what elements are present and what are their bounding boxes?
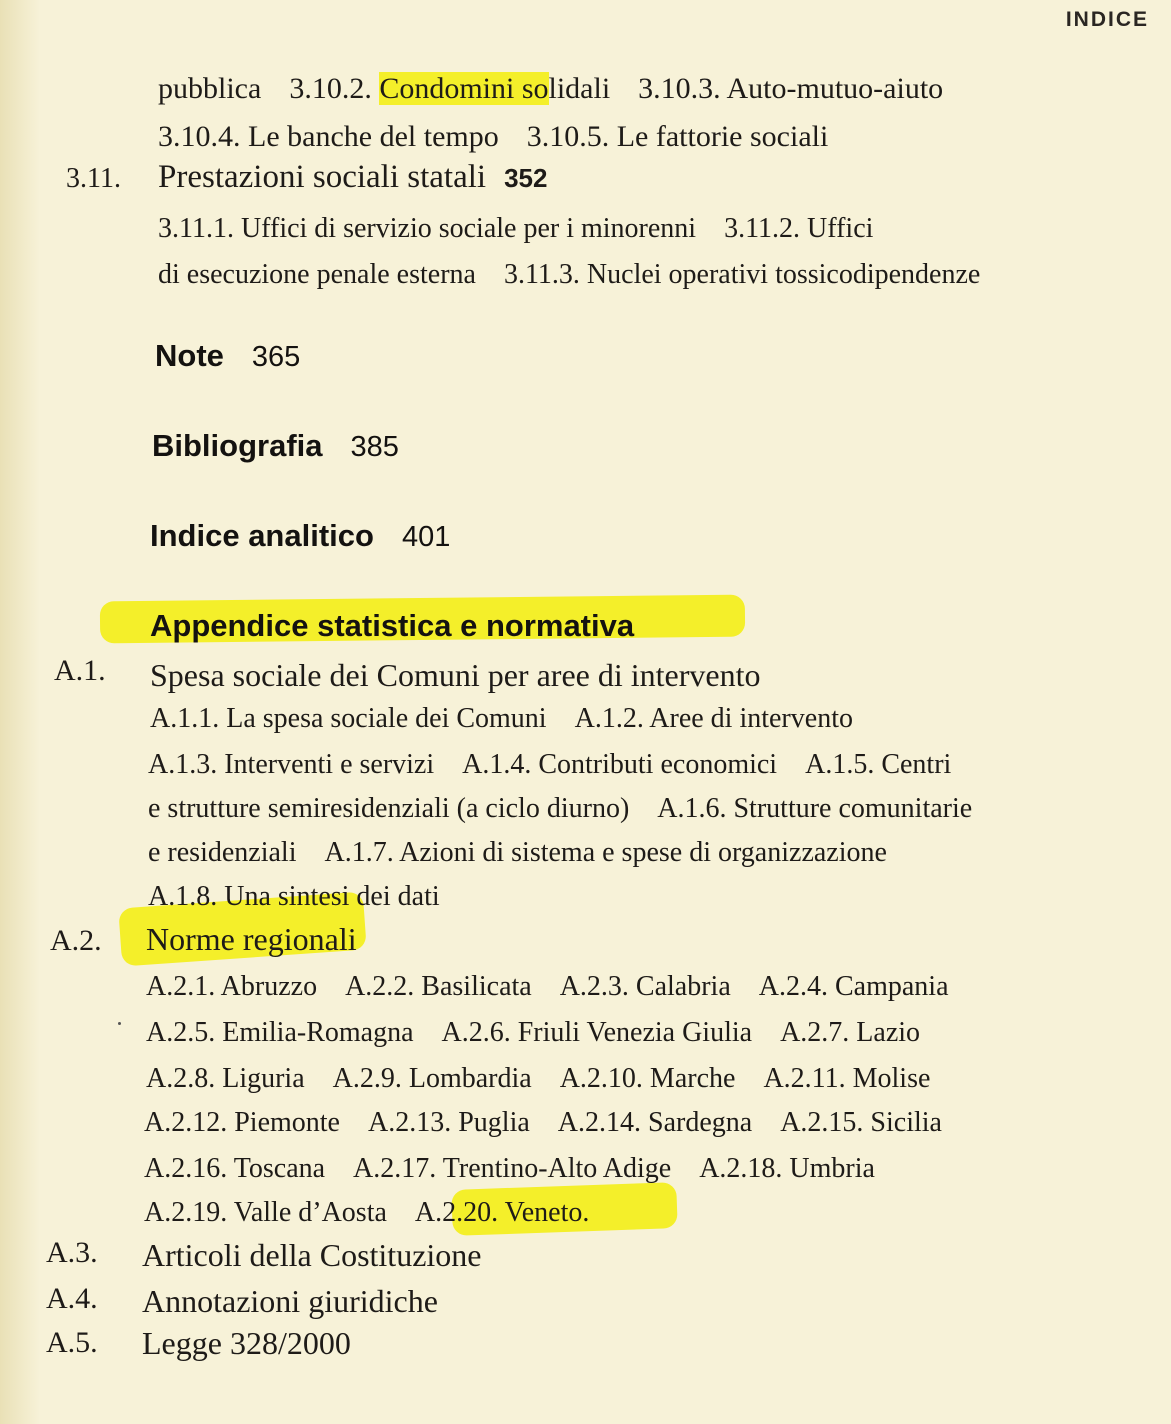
toc-entry-a-2-7: A.2.7. Lazio — [780, 1017, 921, 1048]
toc-line-a1-3 — [148, 792, 972, 826]
toc-entry-a-1-6: A.1.6. Strutture comunitarie — [657, 793, 973, 824]
section-title-3-11: Prestazioni sociali statali 352 — [158, 159, 548, 195]
toc-entry-a-2-10: A.2.10. Marche — [559, 1063, 736, 1094]
toc-entry-a-2-6: A.2.6. Friuli Venezia Giulia — [441, 1017, 753, 1048]
toc-entry-a-2-12: A.2.12. Piemonte — [144, 1107, 340, 1138]
toc-line-a2-6 — [144, 1196, 589, 1230]
section-number-a1: A.1. — [54, 654, 106, 687]
toc-line-3-11-a — [158, 212, 873, 246]
toc-entry-a-2-13: A.2.13. Puglia — [368, 1107, 530, 1138]
toc-entry-a-2-19: A.2.19. Valle d’Aosta — [144, 1197, 387, 1228]
toc-text: e residenziali — [148, 837, 297, 868]
toc-line-a2-1 — [146, 970, 949, 1004]
section-number-a4: A.4. — [46, 1282, 98, 1315]
page-number: 385 — [350, 431, 399, 463]
toc-entry-a-2-3: A.2.3. Calabria — [559, 971, 731, 1002]
toc-entry-a-2-2: A.2.2. Basilicata — [345, 971, 532, 1002]
section-title-a2: Norme regionali — [146, 921, 357, 957]
toc-line-3-11-b — [158, 258, 980, 292]
page-number: 352 — [504, 163, 548, 193]
toc-entry-a-2-11: A.2.11. Molise — [763, 1063, 931, 1094]
toc-line-a1-4 — [148, 836, 887, 870]
section-note: Note 365 — [155, 338, 301, 373]
section-title-a5: Legge 328/2000 — [142, 1325, 351, 1361]
section-number-3-11: 3.11. — [66, 163, 121, 194]
toc-line-a2-2 — [146, 1016, 920, 1050]
section-indice-analitico: Indice analitico 401 — [150, 518, 451, 553]
toc-entry-3-11-1: 3.11.1. Uffici di servizio sociale per i minorenni — [158, 213, 697, 244]
toc-entry-a-2-20: A.2.20. Veneto. — [414, 1197, 590, 1228]
toc-entry-a-2-17: A.2.17. Trentino-Alto Adige — [353, 1153, 672, 1184]
toc-entry-a-1-4: A.1.4. Contributi economici — [462, 749, 778, 780]
toc-line-a2-3 — [146, 1062, 930, 1096]
toc-entry-3-11-3: 3.11.3. Nuclei operativi tossicodipendenze — [503, 259, 981, 290]
section-number-a2: A.2. — [50, 924, 102, 957]
section-title-a3: Articoli della Costituzione — [142, 1237, 482, 1273]
toc-entry-a-1-7: A.1.7. Azioni di sistema e spese di organizzazione — [324, 837, 887, 868]
toc-entry-3-11-2: 3.11.2. Uffici — [724, 213, 874, 244]
section-title-a4: Annotazioni giuridiche — [142, 1283, 438, 1319]
section-number-a5: A.5. — [46, 1326, 98, 1359]
toc-entry-3-10-2: 3.10.2. Condomini solidali — [289, 72, 611, 105]
toc-entry-a-2-18: A.2.18. Umbria — [699, 1153, 875, 1184]
toc-text: pubblica — [158, 72, 262, 105]
section-number-a3: A.3. — [46, 1236, 98, 1269]
toc-entry-a-2-9: A.2.9. Lombardia — [332, 1063, 532, 1094]
section-appendice: Appendice statistica e normativa — [150, 608, 635, 643]
toc-entry-a-2-1: A.2.1. Abruzzo — [146, 971, 318, 1002]
toc-line-a1-5 — [148, 880, 440, 914]
toc-line-a1-1 — [150, 702, 853, 736]
toc-entry-a-1-2: A.1.2. Aree di intervento — [574, 703, 853, 734]
toc-line-3-10-b — [158, 120, 828, 154]
toc-entry-a-1-8: A.1.8. Una sintesi dei dati — [148, 881, 440, 912]
toc-entry-3-10-3: 3.10.3. Auto-mutuo-aiuto — [638, 72, 944, 105]
toc-entry-a-2-15: A.2.15. Sicilia — [780, 1107, 942, 1138]
toc-entry-a-1-1: A.1.1. La spesa sociale dei Comuni — [150, 703, 547, 734]
section-title-a1: Spesa sociale dei Comuni per aree di intervento — [150, 657, 761, 693]
highlighted-text: Condomini so — [379, 72, 549, 105]
toc-entry-a-2-8: A.2.8. Liguria — [146, 1063, 305, 1094]
speck — [118, 1022, 121, 1025]
toc-entry-a-2-16: A.2.16. Toscana — [144, 1153, 326, 1184]
toc-line-3-10-a — [158, 72, 943, 106]
highlighted-text: Norme region — [146, 921, 325, 957]
page-gutter-shadow — [0, 0, 40, 1424]
toc-entry-a-2-5: A.2.5. Emilia-Romagna — [146, 1017, 414, 1048]
toc-text: di esecuzione penale esterna — [158, 259, 476, 290]
toc-text: e strutture semiresidenziali (a ciclo diurno) — [148, 793, 630, 824]
toc-line-a2-5 — [144, 1152, 875, 1186]
toc-entry-a-1-5: A.1.5. Centri — [805, 749, 952, 780]
page-number: 401 — [401, 521, 451, 553]
toc-entry-a-2-4: A.2.4. Campania — [758, 971, 949, 1002]
toc-entry-3-10-5: 3.10.5. Le fattorie sociali — [526, 120, 829, 153]
toc-entry-3-10-4: 3.10.4. Le banche del tempo — [158, 120, 499, 153]
toc-entry-a-2-14: A.2.14. Sardegna — [557, 1107, 753, 1138]
toc-line-a2-4 — [144, 1106, 942, 1140]
page-number: 365 — [251, 341, 301, 373]
section-bibliografia: Bibliografia 385 — [152, 428, 399, 463]
toc-entry-a-1-3: A.1.3. Interventi e servizi — [148, 749, 435, 780]
toc-line-a1-2 — [148, 748, 951, 782]
running-head: INDICE — [1065, 8, 1149, 31]
